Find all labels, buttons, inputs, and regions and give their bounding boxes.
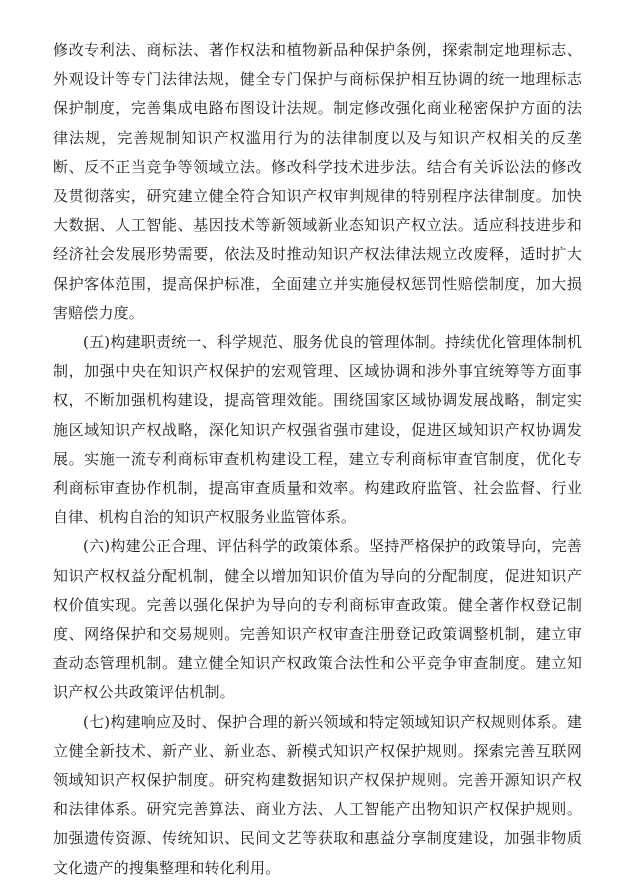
paragraph-3: (六)构建公正合理、评估科学的政策体系。坚持严格保护的政策导向，完善知识产权权益分配机制，健全以增加知识价值为导向的分配制度，促进知识产权价值实现。完善以强化保护为导向的专利商标审查政策。健全著作权登记制度、网络保护和交易规则。完善知识产权审查注册登记政策调整机制，建立审查动态管理机制。建立健全知识产权政策合法性和公平竞争审查制度。建立知识产权公共政策评估机制。 xyxy=(53,537,582,702)
paragraph-4: (七)构建响应及时、保护合理的新兴领域和特定领域知识产权规则体系。建立健全新技术、新产业、新业态、新模式知识产权保护规则。探索完善互联网领域知识产权保护制度。研究构建数据知识产权保护规则。完善开源知识产权和法律体系。研究完善算法、商业方法、人工智能产出物知识产权保护规则。加强遗传资源、传统知识、民间文艺等获取和惠益分享制度建设，加强非物质文化遗产的搜集整理和转化利用。 xyxy=(53,712,582,877)
paragraph-2: (五)构建职责统一、科学规范、服务优良的管理体制。持续优化管理体制机制，加强中央在知识产权保护的宏观管理、区域协调和涉外事宜统筹等方面事权，不断加强机构建设，提高管理效能。围绕国家区域协调发展战略，制定实施区域知识产权战略，深化知识产权强省强市建设，促进区域知识产权协调发展。实施一流专利商标审查机构建设工程，建立专利商标审查官制度，优化专利商标审查协作机制，提高审查质量和效率。构建政府监管、社会监督、行业自律、机构自治的知识产权服务业监管体系。 xyxy=(53,333,582,527)
paragraph-1: 修改专利法、商标法、著作权法和植物新品种保护条例，探索制定地理标志、外观设计等专门法律法规，健全专门保护与商标保护相互协调的统一地理标志保护制度，完善集成电路布图设计法规。制定修改强化商业秘密保护方面的法律法规，完善规制知识产权滥用行为的法律制度以及与知识产权相关的反垄断、反不正当竞争等领域立法。修改科学技术进步法。结合有关诉讼法的修改及贯彻落实，研究建立健全符合知识产权审判规律的特别程序法律制度。加快大数据、人工智能、基因技术等新领域新业态知识产权立法。适应科技进步和经济社会发展形势需要，依法及时推动知识产权法律法规立改废释，适时扩大保护客体范围，提高保护标准，全面建立并实施侵权惩罚性赔偿制度，加大损害赔偿力度。 xyxy=(53,41,582,322)
